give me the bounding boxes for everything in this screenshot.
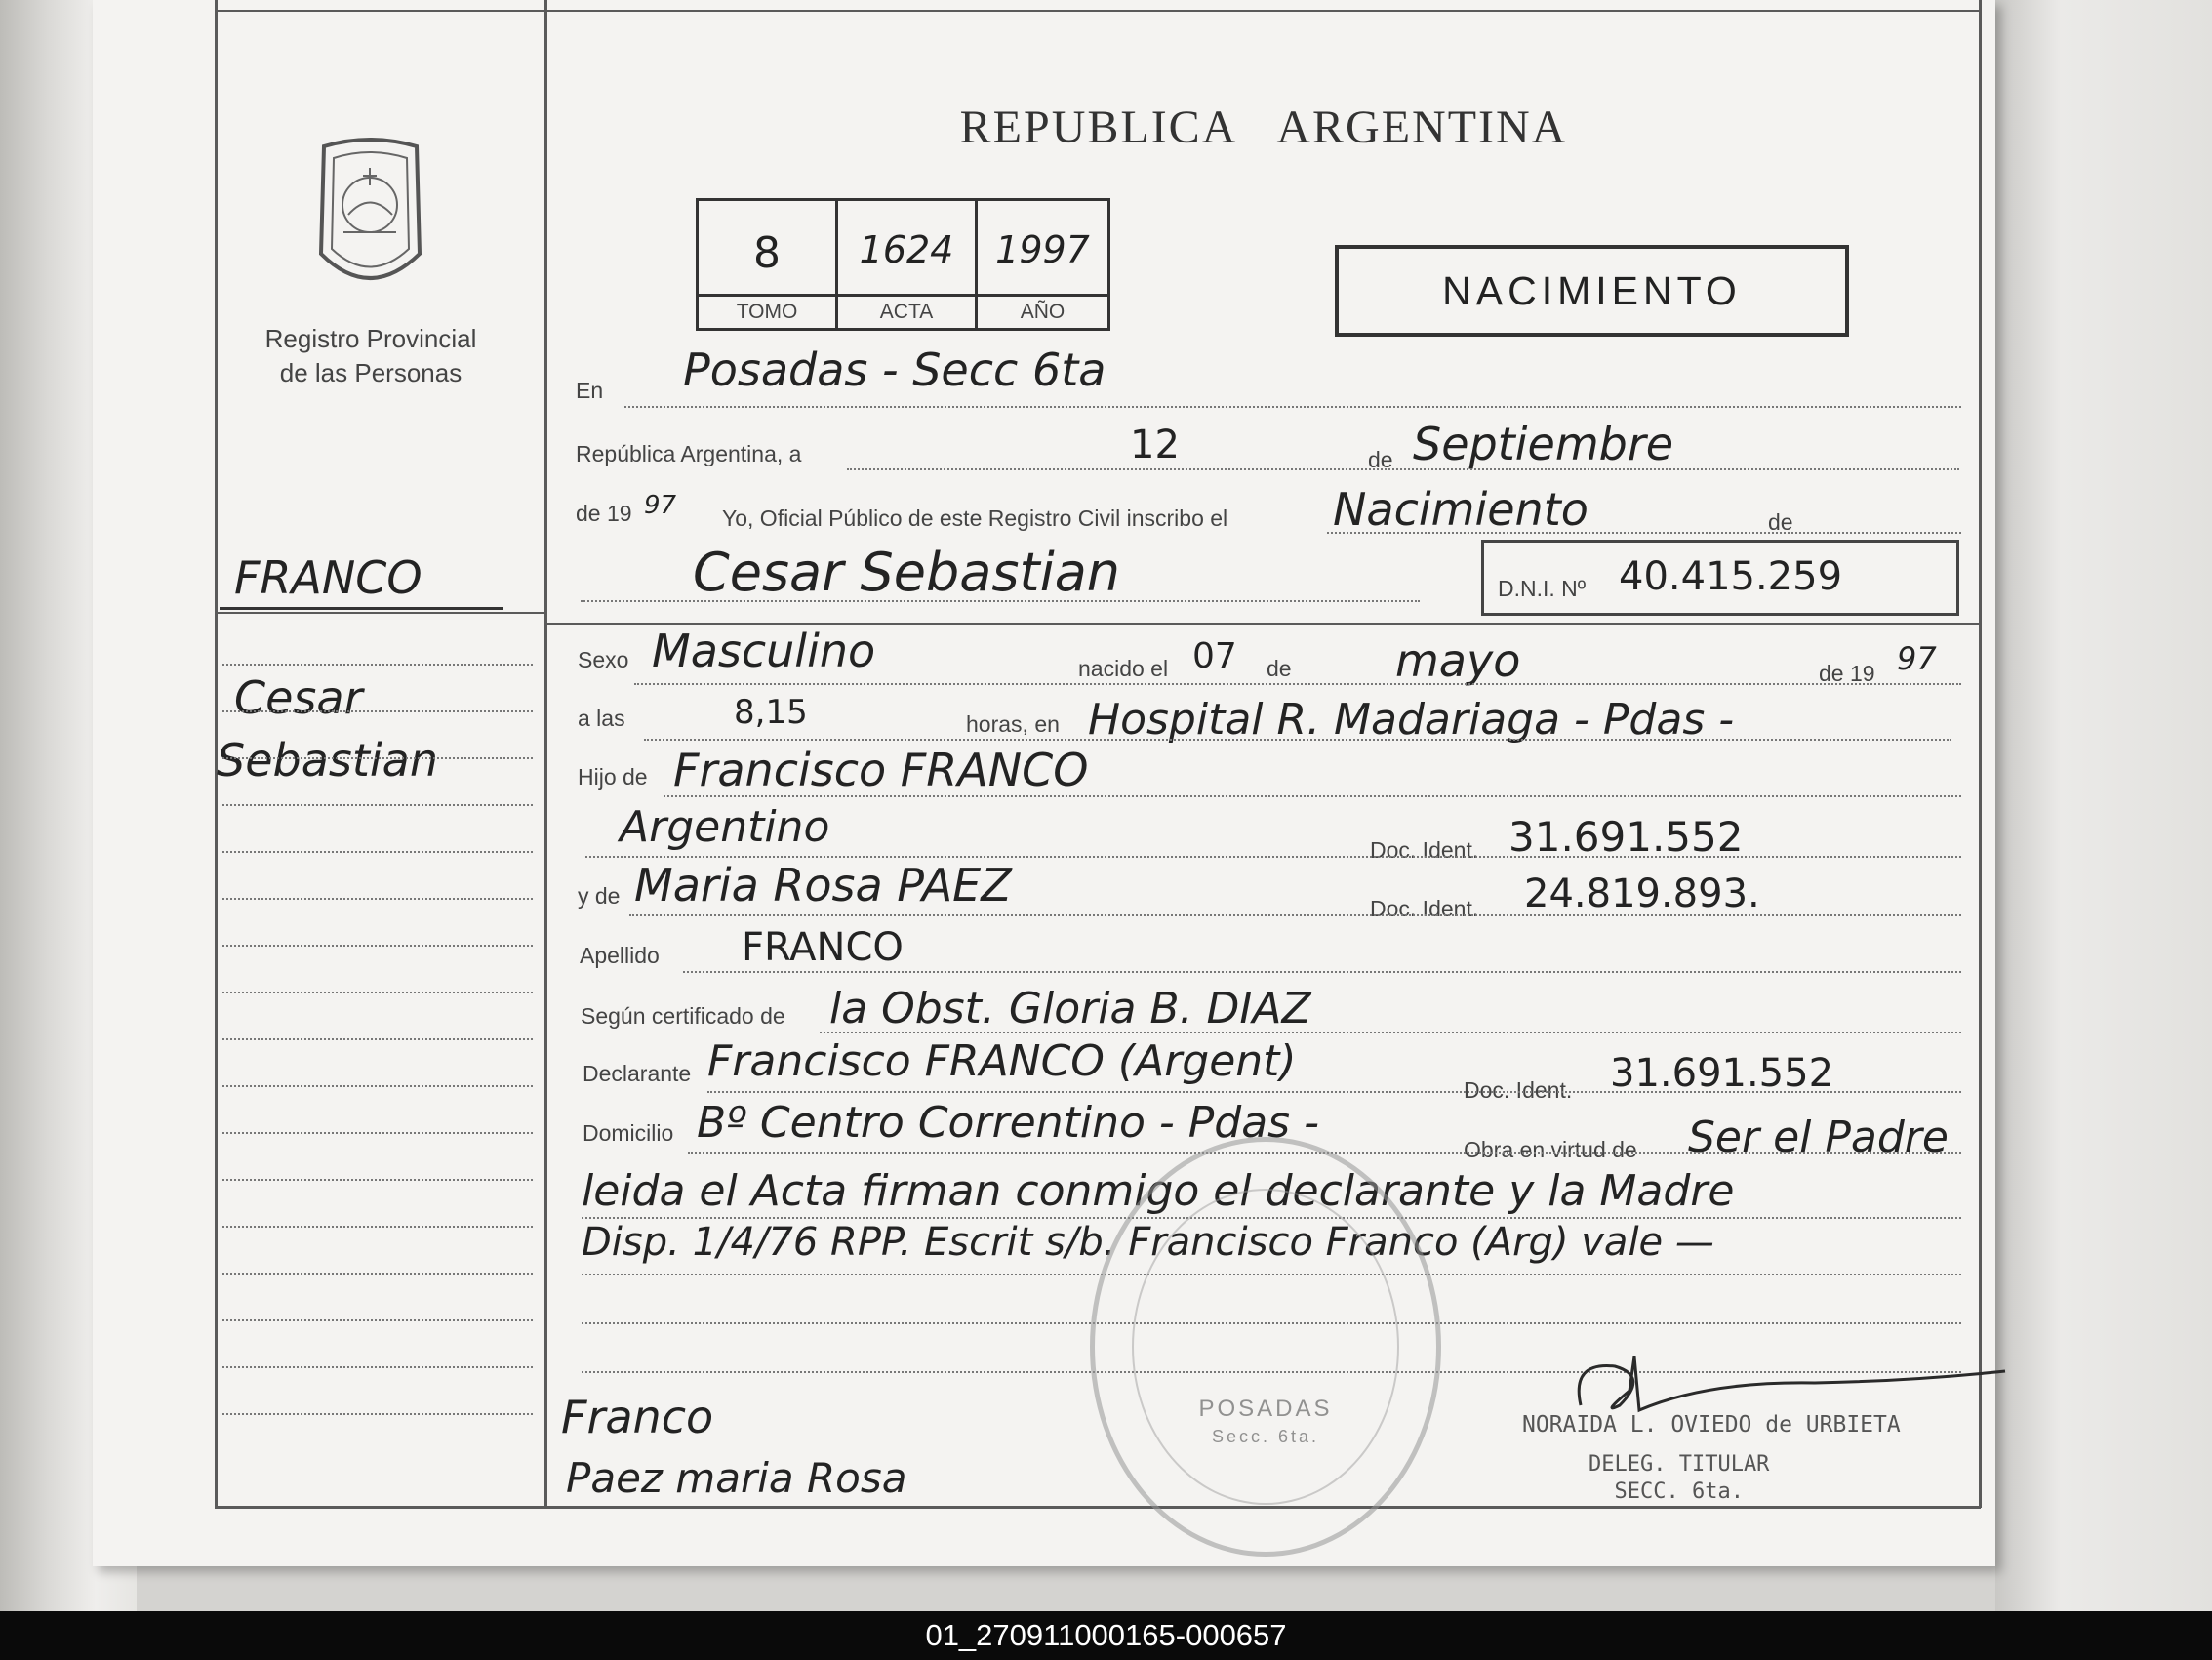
column-divider	[544, 0, 547, 1508]
stamp-sub: Secc. 6ta.	[1211, 1427, 1320, 1446]
acta-label: ACTA	[838, 294, 975, 328]
de19-label: de 19	[1819, 661, 1875, 686]
title-word-2: ARGENTINA	[1276, 101, 1568, 153]
margin-line	[222, 945, 533, 947]
margin-line	[222, 992, 533, 993]
apellido-label: Apellido	[580, 943, 660, 968]
dni-label: D.N.I. Nº	[1498, 576, 1587, 601]
place-value: Posadas - Secc 6ta	[683, 344, 1106, 396]
birth-month-value: mayo	[1395, 634, 1521, 687]
stamp-city: POSADAS	[1198, 1396, 1333, 1422]
margin-line	[222, 804, 533, 806]
margin-given-2: Sebastian	[217, 734, 439, 787]
year-suffix: 97	[644, 491, 677, 520]
record-type-box: NACIMIENTO	[1335, 245, 1849, 337]
margin-line	[222, 1085, 533, 1087]
acta-cell	[838, 201, 978, 328]
month-value: Septiembre	[1413, 418, 1674, 470]
margin-line	[222, 1273, 533, 1275]
official-name: NORAIDA L. OVIEDO de URBIETA	[1522, 1412, 1901, 1437]
sexo-label: Sexo	[578, 647, 629, 672]
domicilio-value: Bº Centro Correntino - Pdas -	[697, 1098, 1319, 1148]
margin-line	[222, 898, 533, 900]
official-stamp	[1090, 1137, 1441, 1557]
republica-label: República Argentina, a	[576, 441, 802, 466]
declarante-label: Declarante	[583, 1061, 692, 1086]
yde-label: y de	[578, 883, 621, 909]
office-line-2: de las Personas	[279, 358, 463, 387]
margin-line	[222, 710, 533, 712]
father-value: Francisco FRANCO	[673, 744, 1089, 796]
margin-line	[222, 664, 533, 666]
margin-line	[222, 757, 533, 759]
margin-line	[222, 1319, 533, 1321]
next-page-edge	[1995, 0, 2212, 1611]
domicilio-label: Domicilio	[583, 1120, 674, 1146]
birth-year-value: 97	[1897, 640, 1937, 677]
frame-right	[1979, 0, 1982, 1508]
ano-label: AÑO	[978, 294, 1107, 328]
official-signature-icon	[1561, 1352, 2010, 1420]
birth-day-value: 07	[1192, 636, 1237, 676]
margin-rule	[215, 612, 546, 614]
en-label: En	[576, 378, 604, 403]
frame-bottom	[215, 1506, 1981, 1509]
registry-office-name	[234, 322, 507, 390]
declarante-value: Francisco FRANCO (Argent)	[707, 1036, 1297, 1086]
margin-given-1: Cesar	[234, 671, 363, 724]
day-value: 12	[1130, 423, 1180, 467]
note-line-2: Disp. 1/4/76 RPP. Escrit s/b. Francisco Franco (Arg) vale —	[582, 1220, 1714, 1265]
mother-doc-value: 24.819.893.	[1524, 871, 1760, 916]
tomo-cell	[699, 201, 838, 328]
hospital-value: Hospital R. Madariaga - Pdas -	[1088, 695, 1735, 745]
official-title-1: DELEG. TITULAR	[1589, 1452, 1770, 1477]
alas-label: a las	[578, 706, 625, 731]
top-rule	[215, 10, 1981, 12]
note-line-1: leida el Acta firman conmigo el declarante y la Madre	[582, 1166, 1735, 1216]
acta-value: 1624	[859, 228, 954, 271]
ano-cell	[978, 201, 1107, 328]
de-label-1: de	[1368, 447, 1393, 472]
child-name-value: Cesar Sebastian	[693, 542, 1121, 603]
apellido-line	[683, 971, 1961, 973]
margin-line	[222, 1038, 533, 1040]
tomo-label: TOMO	[699, 294, 835, 328]
de-label-2: de	[1768, 509, 1793, 535]
segun-label: Según certificado de	[581, 1003, 785, 1029]
margin-line	[222, 1226, 533, 1228]
doc-label-3: Doc. Ident.	[1464, 1077, 1573, 1103]
declarante-line	[707, 1091, 1961, 1093]
sexo-value: Masculino	[652, 625, 876, 677]
certificado-line	[820, 1032, 1961, 1033]
dni-box	[1481, 540, 1959, 616]
oficial-text: Yo, Oficial Público de este Registro Civil inscribo el	[722, 506, 1228, 531]
margin-line	[222, 851, 533, 853]
child-name-line	[581, 600, 1420, 602]
de-label-3: de	[1267, 656, 1292, 681]
place-line	[624, 406, 1961, 408]
signature-declarant: Franco	[561, 1391, 714, 1443]
margin-surname: FRANCO	[234, 551, 422, 604]
father-doc-value: 31.691.552	[1508, 813, 1744, 861]
ano-value: 1997	[995, 228, 1090, 271]
mother-value: Maria Rosa PAEZ	[634, 859, 1012, 911]
margin-line	[222, 1413, 533, 1415]
office-line-1: Registro Provincial	[264, 324, 477, 353]
margin-surname-underline	[220, 607, 503, 610]
obra-label: Obra en virtud de	[1464, 1137, 1637, 1162]
official-title-2: SECC. 6ta.	[1614, 1479, 1744, 1504]
provincial-seal-icon	[304, 137, 436, 293]
declarante-doc-value: 31.691.552	[1610, 1051, 1834, 1096]
signature-mother: Paez maria Rosa	[566, 1454, 907, 1502]
nationality-line	[585, 856, 1961, 858]
doc-label-1: Doc. Ident.	[1370, 837, 1479, 863]
margin-line	[222, 1132, 533, 1134]
father-line	[664, 795, 1961, 797]
margin-line	[222, 1179, 533, 1181]
image-id-caption: 01_270911000165-000657	[0, 1611, 2212, 1660]
record-table	[696, 198, 1110, 331]
date-line	[847, 468, 1959, 470]
hour-value: 8,15	[734, 693, 808, 732]
obra-value: Ser el Padre	[1688, 1113, 1949, 1162]
dni-value: 40.415.259	[1619, 554, 1843, 599]
tomo-value: 8	[753, 228, 781, 278]
year-label: de 19	[576, 501, 632, 526]
apellido-value: FRANCO	[742, 925, 904, 970]
nacido-label: nacido el	[1078, 656, 1169, 681]
father-nationality: Argentino	[620, 802, 830, 852]
hour-line	[644, 739, 1951, 741]
title-word-1: REPUBLICA	[959, 101, 1238, 153]
hijo-label: Hijo de	[578, 764, 648, 790]
page-title	[546, 101, 1981, 154]
horas-label: horas, en	[966, 711, 1060, 737]
act-kind-value: Nacimiento	[1333, 483, 1589, 536]
act-line	[1327, 532, 1961, 534]
stamp-inner-ring	[1132, 1189, 1399, 1505]
official-title	[1589, 1451, 1769, 1506]
margin-line	[222, 1366, 533, 1368]
sexo-line	[634, 683, 1961, 685]
doc-label-2: Doc. Ident.	[1370, 896, 1479, 921]
certificado-value: la Obst. Gloria B. DIAZ	[829, 984, 1311, 1033]
mother-line	[629, 914, 1961, 916]
